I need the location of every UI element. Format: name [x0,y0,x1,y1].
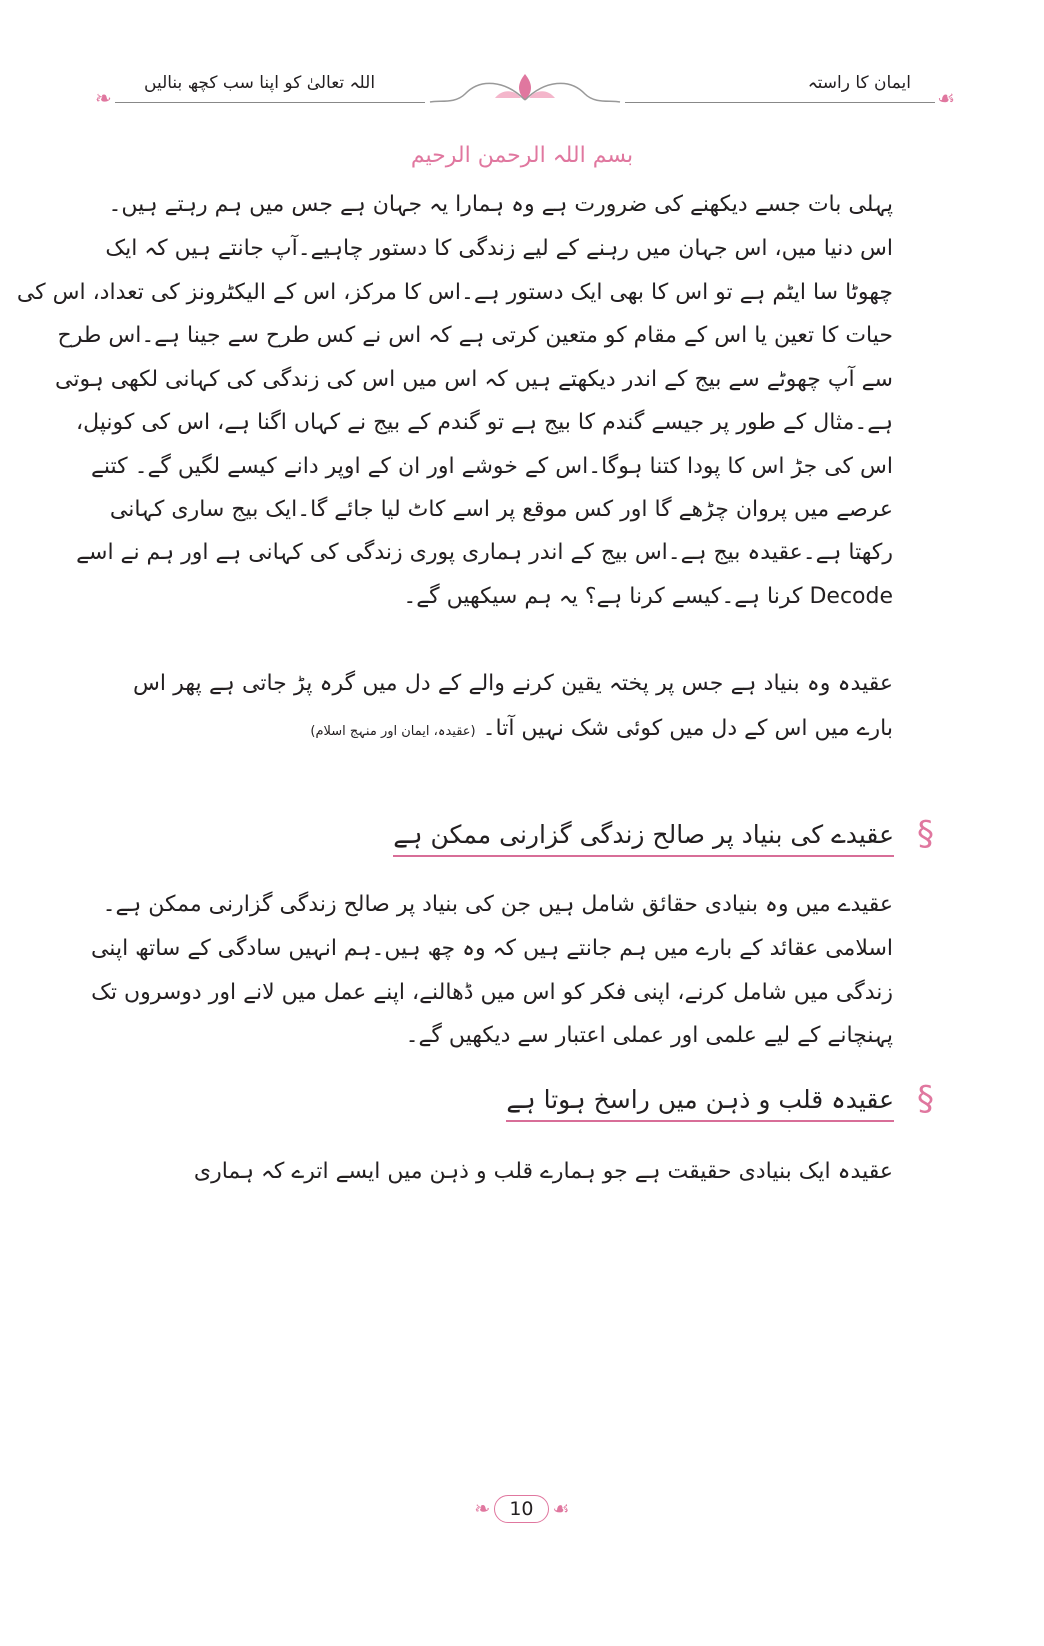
paragraph-line: بارے میں اس کے دل میں کوئی شک نہیں آتا۔ (عقیدہ، ایمان اور منہج اسلام) [310,716,893,741]
paragraph-line: ہے۔مثال کے طور پر جیسے گندم کا بیج ہے تو گندم کے بیج نے کہاں اگنا ہے، اس کی کونپل، [75,410,893,435]
flourish-icon: ❧ [474,1498,491,1520]
section-heading [393,814,934,857]
paragraph-line: پہنچانے کے لیے علمی اور عملی اعتبار سے دیکھیں گے۔ [405,1023,893,1048]
paragraph-line: اس دنیا میں، اس جہان میں رہنے کے لیے زندگی کا دستور چاہیے۔آپ جانتے ہیں کہ ایک [105,236,893,261]
book-title: ایمان کا راستہ [804,72,915,93]
citation: (عقیدہ، ایمان اور منہج اسلام) [310,724,476,739]
paragraph-line: عقیدے میں وہ بنیادی حقائق شامل ہیں جن کی بنیاد پر صالح زندگی گزارنی ممکن ہے۔ [102,892,893,917]
heading-flourish-icon: § [917,1079,934,1119]
paragraph-line: سے آپ چھوٹے سے بیج کے اندر دیکھتے ہیں کہ اس میں اس کی زندگی کی کہانی لکھی ہوتی [55,367,893,392]
ornament-icon [425,70,625,108]
paragraph-line: پہلی بات جسے دیکھنے کی ضرورت ہے وہ ہمارا یہ جہان ہے جس میں ہم رہتے ہیں۔ [108,192,893,217]
paragraph-line: رکھتا ہے۔عقیدہ بیج ہے۔اس بیج کے اندر ہماری پوری زندگی کی کہانی ہے اور ہم نے اسے [76,540,893,565]
paragraph-line: عرصے میں پروان چڑھے گا اور کس موقع پر اسے کاٹ لیا جائے گا۔ایک بیج ساری کہانی [109,497,893,522]
paragraph-line: اس کی جڑ اس کا پودا کتنا ہوگا۔اس کے خوشے اور ان کے اوپر دانے کیسے لگیں گے۔ کتنے [90,454,893,479]
page-number: 10 [494,1495,548,1523]
paragraph-line: عقیدہ ایک بنیادی حقیقت ہے جو ہمارے قلب و ذہن میں ایسے اترے کہ ہماری [193,1159,893,1184]
paragraph-line: چھوٹا سا ایٹم ہے تو اس کا بھی ایک دستور ہے۔اس کا مرکز، اس کے الیکٹرونز کی تعداد، اس کی [16,280,893,305]
running-header [95,68,955,108]
paragraph-line: زندگی میں شامل کرنے، اپنی فکر کو اس میں ڈھالنے، اپنے عمل میں لانے اور دوسروں تک [91,980,893,1005]
paragraph-line: Decode کرنا ہے۔کیسے کرنا ہے؟ یہ ہم سیکھیں گے۔ [403,584,893,609]
paragraph-line: حیات کا تعین یا اس کے مقام کو متعین کرتی ہے کہ اس نے کس طرح سے جینا ہے۔اس طرح [57,323,893,348]
heading-flourish-icon: § [917,814,934,854]
page-number-box [0,1495,1044,1523]
flourish-icon: ☙ [937,86,955,110]
section-heading-text: عقیدے کی بنیاد پر صالح زندگی گزارنی ممکن ہے [393,820,894,849]
paragraph-line: عقیدہ وہ بنیاد ہے جس پر پختہ یقین کرنے والے کے دل میں گرہ پڑ جاتی ہے پھر اس [133,671,893,696]
section-heading [506,1079,934,1122]
chapter-title: اللہ تعالیٰ کو اپنا سب کچھ بنالیں [140,72,379,93]
section-heading-text: عقیدہ قلب و ذہن میں راسخ ہوتا ہے [506,1085,894,1114]
paragraph-line: اسلامی عقائد کے بارے میں ہم جانتے ہیں کہ وہ چھ ہیں۔ہم انہیں سادگی کے ساتھ اپنی [90,936,893,961]
flourish-icon: ❧ [95,86,112,110]
flourish-icon: ☙ [552,1498,570,1520]
bismillah: بسم اللہ الرحمن الرحیم [410,143,634,168]
